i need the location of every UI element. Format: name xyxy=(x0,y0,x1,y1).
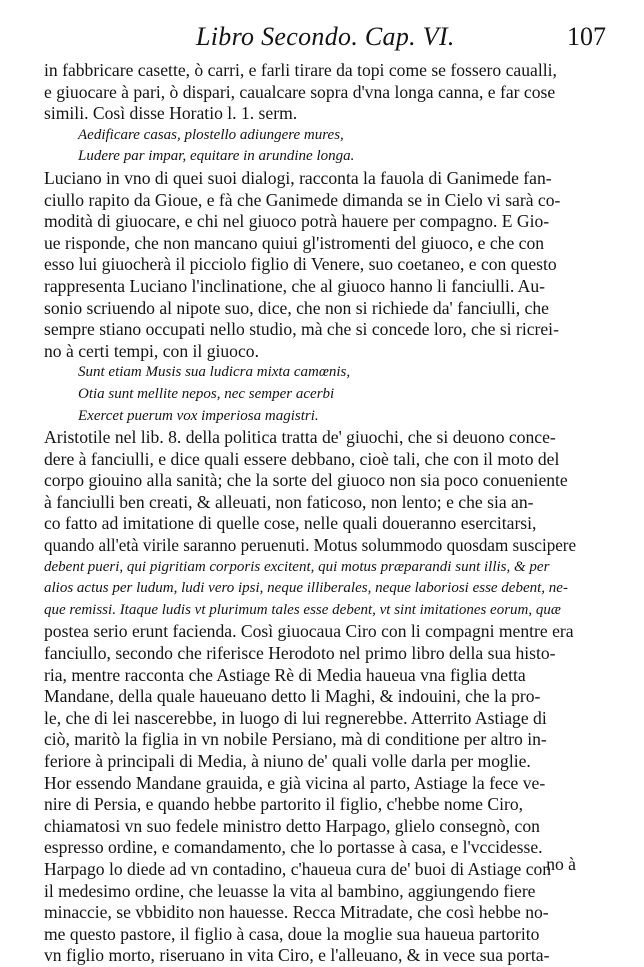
text-line: quando all'età virile saranno peruenuti. Motus solummodo quosdam suscipere xyxy=(44,535,577,556)
text-line: il medesimo ordine, che leuasse la vita al bambino, aggiungendo fiere xyxy=(44,880,536,901)
text-line: sempre stiano occupati nello studio, mà che si concede loro, che si ricrei- xyxy=(44,319,559,340)
text-line: à fanciulli ben creati, & alleuati, non faticoso, non lento; e che sia an- xyxy=(44,491,534,512)
text-line: sonio scriuendo al nipote suo, dice, che non si richiede da' fanciulli, che xyxy=(44,297,549,318)
text-line: ue risponde, che non mancano quiui gl'istromenti del giuoco, e che con xyxy=(44,232,545,253)
text-line: e giuocare à pari, ò dispari, caualcare sopra d'vna longa canna, e far cose xyxy=(44,81,556,102)
text-body xyxy=(44,60,576,967)
catchword: no à xyxy=(546,854,576,874)
text-line: simili. Così disse Horatio l. 1. serm. xyxy=(44,103,298,124)
running-title: Libro Secondo. Cap. VI. xyxy=(196,22,455,51)
text-line: esso lui giuocherà il picciolo figlio di Venere, suo coetaneo, e con questo xyxy=(44,254,557,275)
text-line: chiamatosi vn suo fedele ministro detto Harpago, glielo consegnò, con xyxy=(44,815,540,836)
text-line: feriore à principali di Media, à niuno de' quali volle darla per moglie. xyxy=(44,751,531,771)
text-line: me questo pastore, il figlio à casa, doue la moglie sua haueua partorito xyxy=(44,923,540,944)
text-line: Mandane, della quale haueuano detto li Maghi, & indouini, che la pro- xyxy=(44,686,541,707)
text-line: Harpago lo diede ad vn contadino, c'haueua cura de' buoi di Astiage con xyxy=(44,858,552,879)
text-line: ciò, maritò la figlia in vn nobile Persiano, mà di conditione per altro in- xyxy=(44,729,547,750)
page-number: 107 xyxy=(567,22,606,51)
text-line: alios actus per ludum, ludi vero ipsi, neque illiberales, neque laboriosi esse debent, ne- xyxy=(44,580,568,597)
text-line: minaccie, se vbbidito non hauesse. Recca Mitradate, che così hebbe no- xyxy=(44,902,549,923)
text-line: co fatto ad imitatione di quelle cose, nelle quali doueranno esercitarsi, xyxy=(44,513,537,534)
text-line: vn figlio morto, riseruano in vita Ciro, e l'alleuano, & in vece sua porta- xyxy=(44,945,550,966)
verse-line: Exercet puerum vox imperiosa magistri. xyxy=(78,407,319,424)
text-line: no à certi tempi, con il giuoco. xyxy=(44,340,259,361)
text-line: Luciano in vno di quei suoi dialogi, racconta la fauola di Ganimede fan- xyxy=(44,167,552,188)
verse-line: Sunt etiam Musis sua ludicra mixta camœnis, xyxy=(78,364,351,381)
verse-line: Otia sunt mellite nepos, nec semper acerbi xyxy=(78,385,335,402)
text-line: ria, mentre racconta che Astiage Rè di Media haueua vna figlia detta xyxy=(44,664,526,685)
page-header xyxy=(46,22,606,52)
text-line: rappresenta Luciano l'inclinatione, che al giuoco hanno li fanciulli. Au- xyxy=(44,275,546,296)
text-line: dere à fanciulli, e dice quali essere debbano, cioè tali, che con il moto del xyxy=(44,448,560,469)
text-line: que remissi. Itaque ludis vt plurimum tales esse debent, vt sint imitationes eorum, quæ xyxy=(44,601,561,618)
text-line: ciullo rapito da Gioue, e fà che Ganimede dimanda se in Cielo vi sarà co- xyxy=(44,189,561,210)
text-line: Aristotile nel lib. 8. della politica tratta de' giuochi, che si deuono conce- xyxy=(44,427,556,448)
verse-line: Aedificare casas, plostello adiungere mures, xyxy=(78,126,344,143)
text-line: postea serio erunt facienda. Così giuocaua Ciro con li compagni mentre era xyxy=(44,621,574,642)
text-line: Hor essendo Mandane grauida, e già vicina al parto, Astiage la fece ve- xyxy=(44,772,546,793)
text-line: nire di Persia, e quando hebbe partorito il figlio, c'hebbe nome Ciro, xyxy=(44,794,524,815)
text-line: corpo giouino alla sanità; che la sorte del giuoco non sia poco conueniente xyxy=(44,470,568,491)
verse-line: Ludere par impar, equitare in arundine longa. xyxy=(78,148,355,165)
text-line: espresso ordine, e comandamento, che lo portasse à casa, e l'vccidesse. xyxy=(44,837,543,858)
text-line: modità di giuocare, e chi nel giuoco potrà hauere per compagno. E Gio- xyxy=(44,211,550,232)
text-line: debent pueri, qui pigritiam corporis excitent, qui motus præparandi sunt illis, & per xyxy=(44,558,550,575)
text-line: le, che di lei nascerebbe, in luogo di lui regnerebbe. Atterrito Astiage di xyxy=(44,707,547,728)
text-line: fanciullo, secondo che riferisce Herodoto nel primo libro della sua histo- xyxy=(44,643,556,664)
text-line: in fabbricare casette, ò carri, e farli tirare da topi come se fossero caualli, xyxy=(44,60,557,80)
